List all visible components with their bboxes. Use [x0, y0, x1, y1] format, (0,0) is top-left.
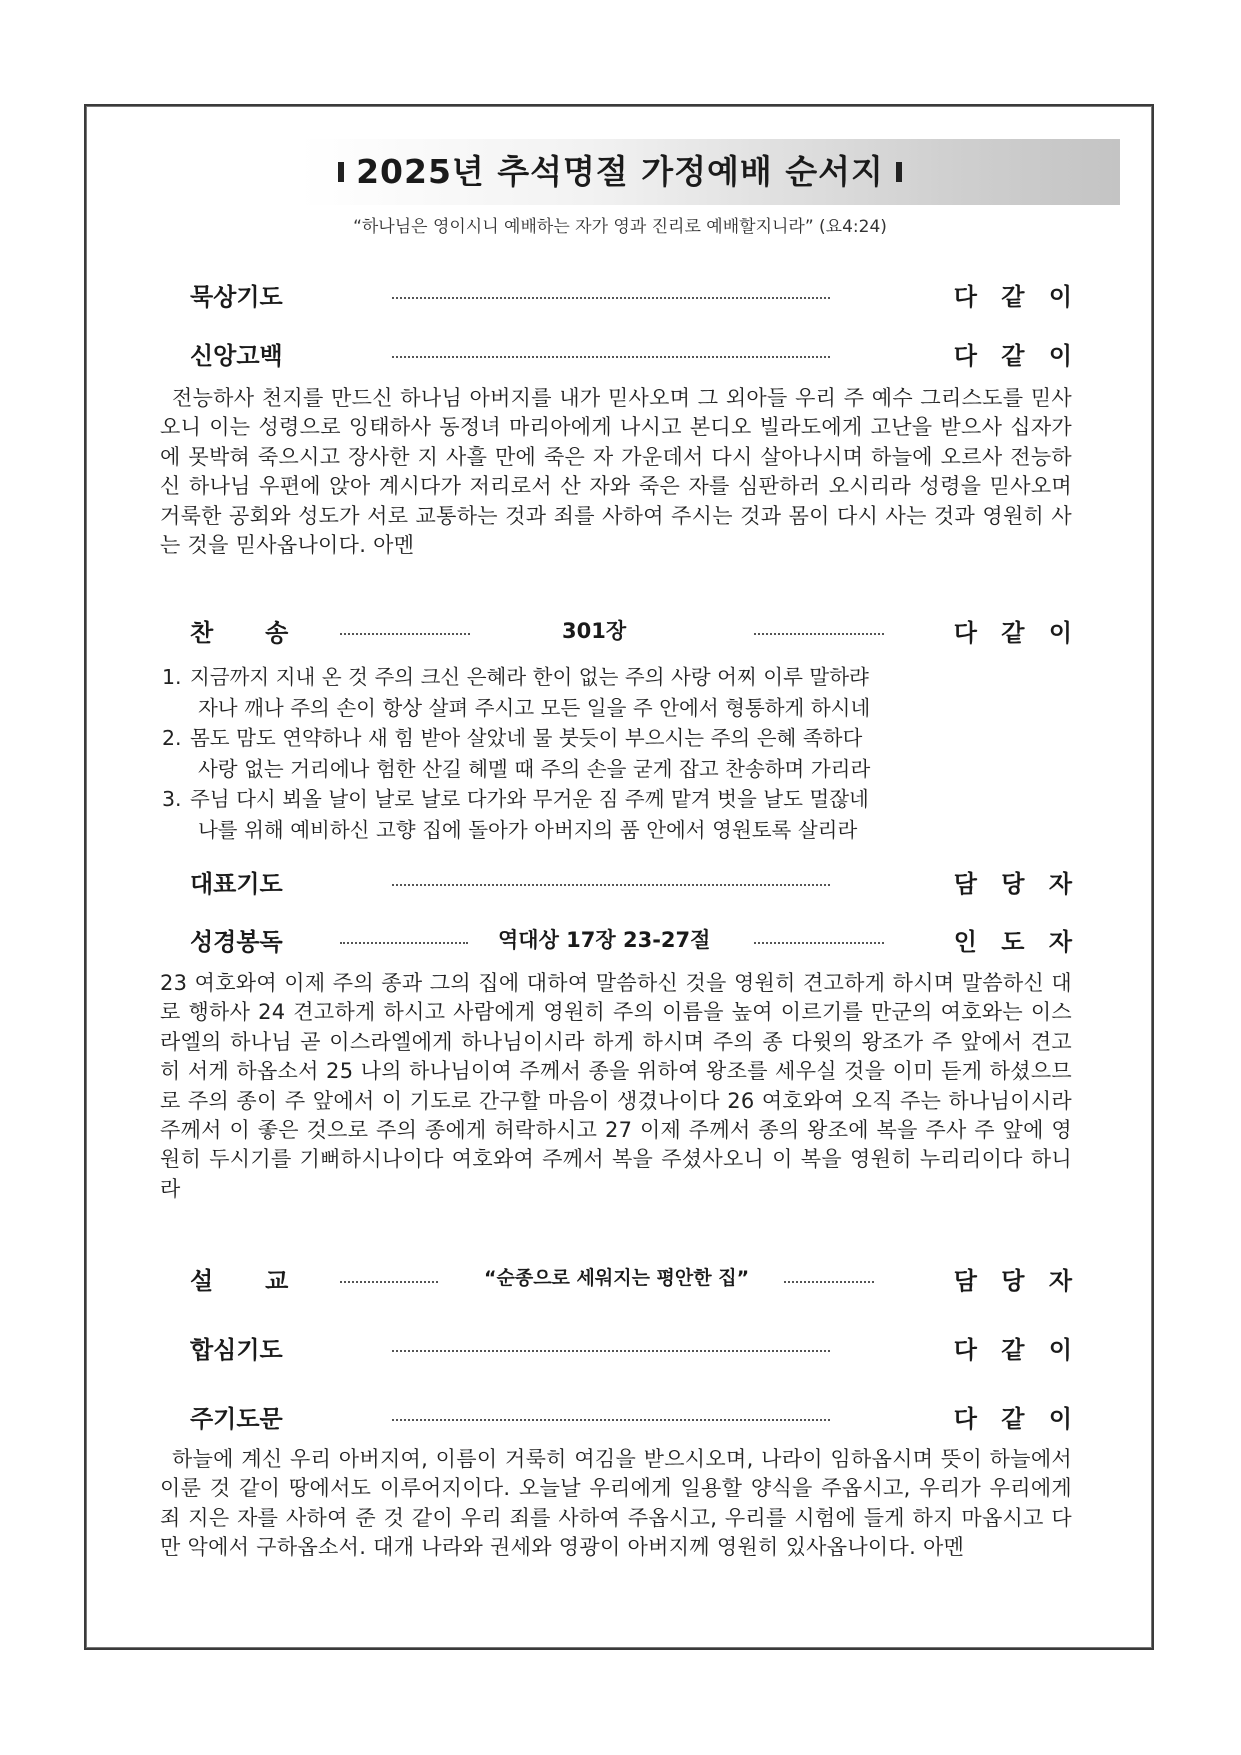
leader-dots — [340, 633, 470, 635]
creed-text: 전능하사 천지를 만드신 하나님 아버지를 내가 믿사오며 그 외아들 우리 주 예수 그리스도를 믿사오니 이는 성령으로 잉태하사 동정녀 마리아에게 나시고 본디오 빌라도에게 고난을 받으사 십자가에 못박혀 죽으시고 장사한 지 사흘 만에 죽은 자 가운데서 다시 살아나시며 하늘에 오르사 전능하신 하나님 우편에 앉아 계시다가 저리로서 산 자와 죽은 자를 심판하러 오시리라 성령을 믿사오며 거룩한 공회와 성도가 서로 교통하는 것과 죄를 사하여 주시는 것과 몸이 다시 사는 것과 영원히 사는 것을 믿사옵나이다. 아멘 — [160, 386, 1072, 558]
item-label: 합심기도 — [190, 1336, 283, 1364]
item-performer: 다 같 이 — [953, 283, 1080, 311]
item-representative-prayer — [190, 860, 1080, 900]
item-label: 설 교 — [190, 1267, 303, 1295]
verse-line: 사랑 없는 거리에나 험한 산길 헤멜 때 주의 손을 굳게 잡고 찬송하며 가리라 — [198, 756, 871, 781]
item-sermon — [190, 1257, 1080, 1297]
hymn-lyrics — [160, 662, 1060, 845]
item-creed — [190, 332, 1080, 372]
title-bar-left — [338, 162, 344, 182]
item-performer: 다 같 이 — [953, 1405, 1080, 1433]
item-performer: 인 도 자 — [953, 928, 1080, 956]
lords-prayer-text: 하늘에 계신 우리 아버지여, 이름이 거룩히 여김을 받으시오며, 나라이 임하옵시며 뜻이 하늘에서 이룬 것 같이 땅에서도 이루어지이다. 오늘날 우리에게 일용할 양식을 주옵시고, 우리가 우리에게 죄 지은 자를 사하여 준 것 같이 우리 죄를 사하여 주옵시고, 우리를 시험에 들게 하지 마옵시고 다만 악에서 구하옵소서. 대개 나라와 권세와 영광이 아버지께 영원히 있사옵나이다. 아멘 — [160, 1447, 1072, 1560]
leader-dots — [754, 942, 884, 944]
hymn-verse — [160, 784, 1060, 845]
leader-dots — [392, 297, 830, 299]
item-scripture — [190, 918, 1080, 958]
hymn-verse — [160, 662, 1060, 723]
item-performer: 담 당 자 — [953, 1267, 1080, 1295]
verse-line: 주님 다시 뵈올 날이 날로 날로 다가와 무거운 짐 주께 맡겨 벗을 날도 멀잖네 — [190, 787, 869, 811]
item-performer: 다 같 이 — [953, 619, 1080, 647]
item-label: 찬 송 — [190, 619, 303, 647]
item-performer: 담 당 자 — [953, 870, 1080, 898]
item-silent-prayer — [190, 273, 1080, 313]
title-text: 2025년 추석명절 가정예배 순서지 — [356, 152, 884, 191]
item-lords-prayer — [190, 1395, 1080, 1435]
verse-number: 2. — [162, 726, 182, 750]
item-label: 성경봉독 — [190, 928, 283, 956]
item-label: 대표기도 — [190, 870, 283, 898]
leader-dots — [392, 884, 830, 886]
leader-dots — [784, 1281, 874, 1283]
item-label: 주기도문 — [190, 1405, 283, 1433]
hymn-verse — [160, 723, 1060, 784]
sermon-title: “순종으로 세워지는 평안한 집” — [484, 1267, 750, 1289]
verse-line: 나를 위해 예비하신 고향 집에 돌아가 아버지의 품 안에서 영원토록 살리라 — [198, 817, 858, 842]
hymn-number: 301장 — [562, 619, 627, 643]
verse-line: 자나 깨나 주의 손이 항상 살펴 주시고 모든 일을 주 안에서 형통하게 하시네 — [198, 695, 871, 720]
page-title — [300, 139, 940, 205]
title-bar-right — [896, 162, 902, 182]
verse-number: 1. — [162, 665, 182, 689]
item-unison-prayer — [190, 1326, 1080, 1366]
scripture-text: 23 여호와여 이제 주의 종과 그의 집에 대하여 말씀하신 것을 영원히 견고하게 하시며 말씀하신 대로 행하사 24 견고하게 하시고 사람에게 영원히 주의 이름을 높여 이르기를 만군의 여호와는 이스라엘의 하나님 곧 이스라엘에게 하나님이시라 하게 하시며 주의 종 다윗의 왕조가 주 앞에서 견고히 서게 하옵소서 25 나의 하나님이여 주께서 종을 위하여 왕조를 세우실 것을 이미 듣게 하셨으므로 주의 종이 주 앞에서 이 기도로 간구할 마음이 생겼나이다 26 여호와여 오직 주는 하나님이시라 주께서 이 좋은 것으로 주의 종에게 허락하시고 27 이제 주께서 종의 왕조에 복을 주사 주 앞에 영원히 두시기를 기뻐하시나이다 여호와여 주께서 복을 주셨사오니 이 복을 영원히 누리리이다 하니라 — [160, 971, 1072, 1201]
item-performer: 다 같 이 — [953, 1336, 1080, 1364]
leader-dots — [754, 633, 884, 635]
item-label: 묵상기도 — [190, 283, 283, 311]
leader-dots — [392, 1350, 830, 1352]
item-hymn — [190, 609, 1080, 649]
leader-dots — [392, 356, 830, 358]
verse-line: 지금까지 지내 온 것 주의 크신 은혜라 한이 없는 주의 사랑 어찌 이루 말하랴 — [190, 665, 869, 689]
verse-number: 3. — [162, 787, 182, 811]
leader-dots — [340, 942, 468, 944]
item-performer: 다 같 이 — [953, 342, 1080, 370]
verse-line: 몸도 맘도 연약하나 새 힘 받아 살았네 물 붓듯이 부으시는 주의 은혜 족하다 — [190, 726, 863, 750]
leader-dots — [340, 1281, 438, 1283]
subtitle-verse: “하나님은 영이시니 예배하는 자가 영과 진리로 예배할지니라” (요4:24) — [353, 217, 887, 237]
item-label: 신앙고백 — [190, 342, 283, 370]
leader-dots — [392, 1419, 830, 1421]
scripture-reference: 역대상 17장 23-27절 — [498, 928, 711, 952]
